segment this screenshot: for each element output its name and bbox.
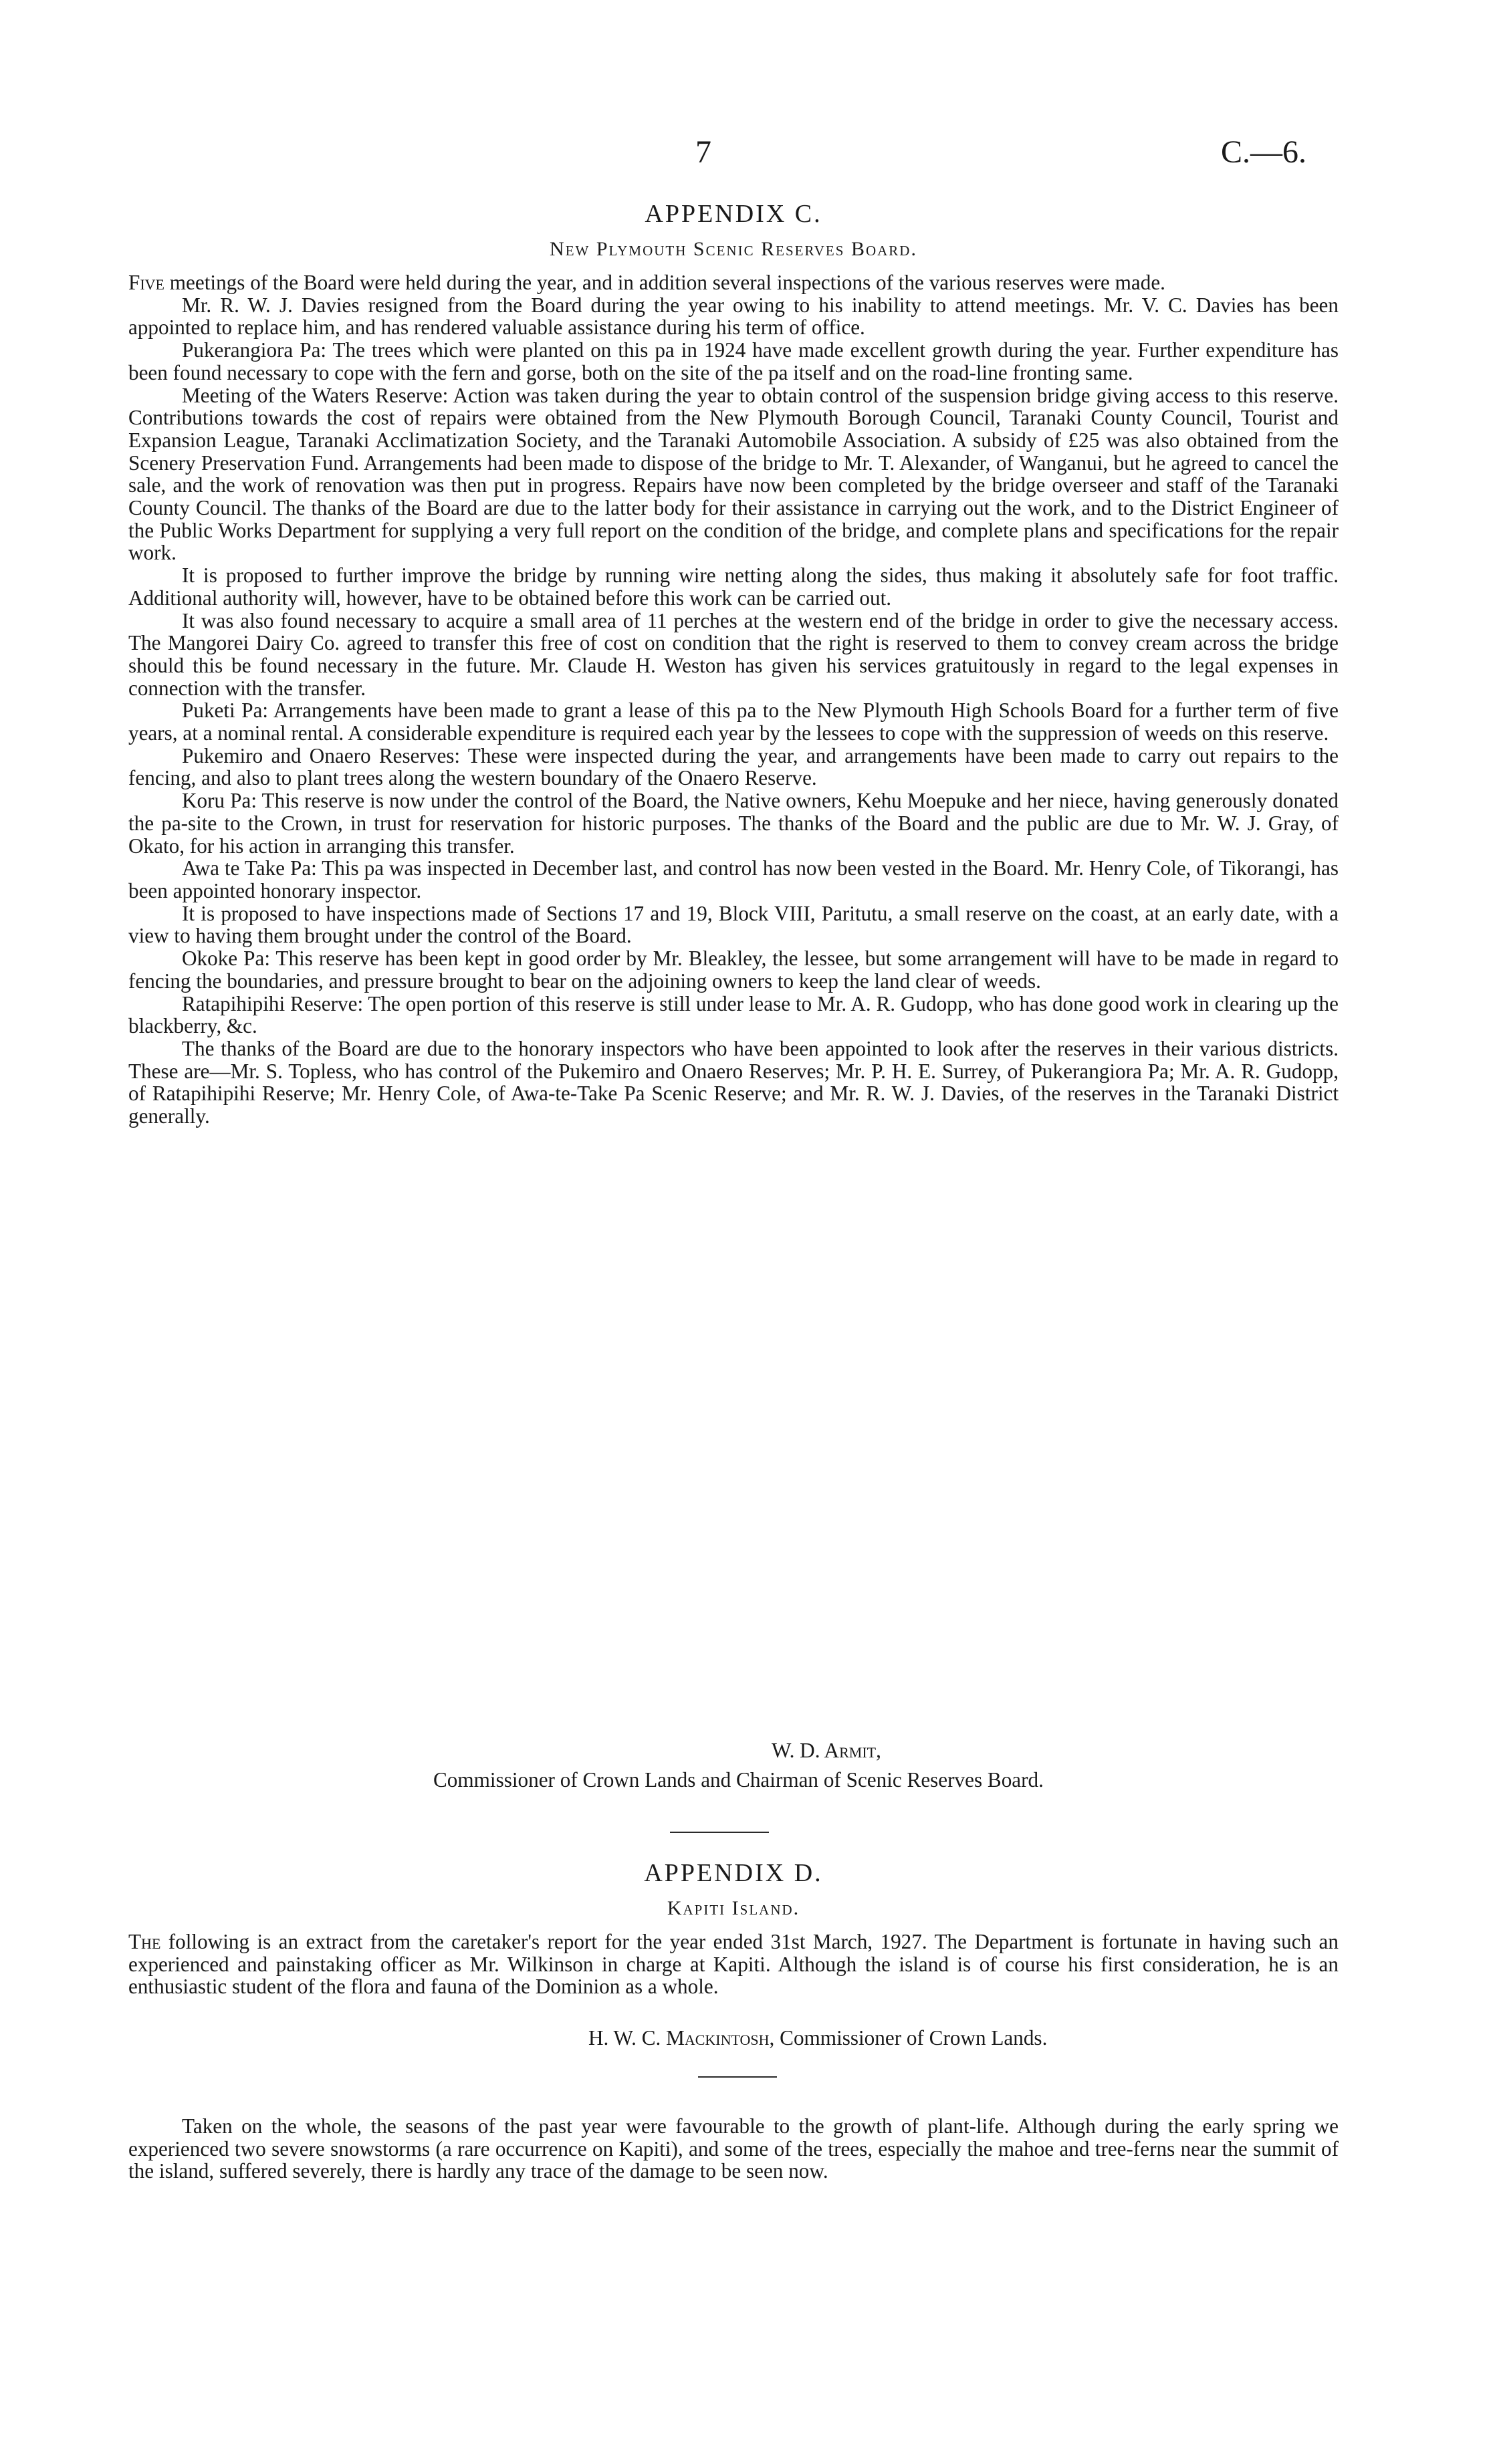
- paragraph: Pukerangiora Pa: The trees which were planted on this pa in 1924 have made excellent growth during the year. Further expenditure has been found necessary to cope with the fern and gorse, both on the site of the pa itself and on the road-line fronting same.: [128, 338, 1339, 384]
- paragraph-text: meetings of the Board were held during the year, and in addition several inspections of the various reserves were made.: [164, 271, 1165, 294]
- paragraph-text: following is an extract from the caretaker's report for the year ended 31st March, 1927. The Department is fortunate in having such an experienced and painstaking officer as Mr. Wilkinson in charge at Kapiti. Although the island is of course his first consideration, he is an enthusiastic student of the flora and fauna of the Dominion as a whole.: [128, 1930, 1339, 1999]
- lead-word: Five: [128, 271, 164, 294]
- paragraph: Puketi Pa: Arrangements have been made to grant a lease of this pa to the New Plymouth High Schools Board for a further term of five years, at a nominal rental. A considerable expenditure is required each year by the lessees to cope with the suppression of weeds on this reserve.: [128, 699, 1339, 745]
- appendix-c-subtitle: New Plymouth Scenic Reserves Board.: [550, 238, 917, 260]
- caretaker-report: [128, 2115, 1339, 2183]
- paragraph: Pukemiro and Onaero Reserves: These were inspected during the year, and arrangements have been made to carry out repairs to the fencing, and also to plant trees along the western boundary of the Onaero Reserve.: [128, 743, 1339, 790]
- paragraph: Taken on the whole, the seasons of the past year were favourable to the growth of plant-life. Although during the early spring we experienced two severe snowstorms (a rare occurrence on Kapiti), and some of the trees, especially the mahoe and tree-ferns near the summit of the island, suffered severely, there is hardly any trace of the damage to be seen now.: [128, 2114, 1339, 2183]
- appendix-d-signature: [588, 2027, 1047, 2050]
- paragraph: [128, 1931, 1339, 1998]
- paragraph: Meeting of the Waters Reserve: Action was taken during the year to obtain control of the suspension bridge giving access to this reserve. Contributions towards the cost of repairs were obtained from the New Plymouth Borough Council, Taranaki County Council, Tourist and Expansion League, Taranaki Acclimatization Society, and the Taranaki Automobile Association. A subsidy of £25 was also obtained from the Scenery Preservation Fund. Arrangements had been made to dispose of the bridge to Mr. T. Alexander, of Wanganui, but he agreed to cancel the sale, and the work of renovation was then put in progress. Repairs have now been completed by the bridge overseer and staff of the Taranaki County Council. The thanks of the Board are due to the latter body for their assistance in carrying out the work, and to the District Engineer of the Public Works Department for supplying a very full report on the condition of the bridge, and complete plans and specifications for the repair work.: [128, 383, 1339, 565]
- appendix-c-title: APPENDIX C.: [645, 200, 822, 228]
- paragraph: Koru Pa: This reserve is now under the control of the Board, the Native owners, Kehu Moepuke and her niece, having generously donated the pa-site to the Crown, in trust for reservation for historic purposes. The thanks of the Board and the public are due to Mr. W. J. Gray, of Okato, for his action in arranging this transfer.: [128, 789, 1339, 858]
- paragraph: Awa te Take Pa: This pa was inspected in December last, and control has now been vested in the Board. Mr. Henry Cole, of Tikorangi, has been appointed honorary inspector.: [128, 856, 1339, 902]
- paragraph: It is proposed to further improve the bridge by running wire netting along the sides, thus making it absolutely safe for foot traffic. Additional authority will, however, have to be obtained before this work can be carried out.: [128, 564, 1339, 610]
- paragraph: Okoke Pa: This reserve has been kept in good order by Mr. Bleakley, the lessee, but some arrangement will have to be made in regard to fencing the boundaries, and pressure brought to bear on the adjoining owners to keep the land clear of weeds.: [128, 947, 1339, 993]
- appendix-d-title: APPENDIX D.: [644, 1859, 823, 1887]
- lead-word: The: [128, 1930, 161, 1953]
- appendix-d-subtitle: Kapiti Island.: [667, 1897, 800, 1919]
- signature-title: Commissioner of Crown Lands.: [774, 2026, 1048, 2050]
- section-divider: [670, 1832, 769, 1833]
- paragraph: It was also found necessary to acquire a small area of 11 perches at the western end of the bridge in order to give the necessary access. The Mangorei Dairy Co. agreed to transfer this free of cost on condition that the right is reserved to them to convey cream across the bridge should this be found necessary in the future. Mr. Claude H. Weston has given his services gratuitously in regard to the legal expenses in connection with the transfer.: [128, 608, 1339, 700]
- signature-name: H. W. C. Mackintosh,: [588, 2026, 775, 2050]
- appendix-c-signature-title: Commissioner of Crown Lands and Chairman of Scenic Reserves Board.: [433, 1768, 1044, 1792]
- paragraph: Mr. R. W. J. Davies resigned from the Board during the year owing to his inability to attend meetings. Mr. V. C. Davies has been appointed to replace him, and has rendered valuable assistance during his term of office.: [128, 293, 1339, 340]
- section-divider: [698, 2076, 777, 2078]
- paragraph: Ratapihipihi Reserve: The open portion of this reserve is still under lease to Mr. A. R. Gudopp, who has done good work in clearing up the blackberry, &c.: [128, 991, 1339, 1038]
- appendix-d-intro: [128, 1931, 1339, 1998]
- page-number: 7: [695, 134, 711, 170]
- paragraph: It is proposed to have inspections made of Sections 17 and 19, Block VIII, Paritutu, a small reserve on the coast, at an early date, with a view to having them brought under the control of the Board.: [128, 901, 1339, 948]
- appendix-c-signature-name: W. D. Armit,: [772, 1739, 881, 1762]
- document-reference: C.—6.: [1221, 134, 1307, 170]
- paragraph: The thanks of the Board are due to the honorary inspectors who have been appointed to look after the reserves in their various districts. These are—Mr. S. Topless, who has control of the Pukemiro and Onaero Reserves; Mr. P. H. E. Surrey, of Pukerangiora Pa; Mr. A. R. Gudopp, of Ratapihipihi Reserve; Mr. Henry Cole, of Awa-te-Take Pa Scenic Reserve; and Mr. R. W. J. Davies, of the reserves in the Taranaki District generally.: [128, 1036, 1339, 1128]
- appendix-c-body: [128, 271, 1339, 1128]
- paragraph: [128, 271, 1339, 294]
